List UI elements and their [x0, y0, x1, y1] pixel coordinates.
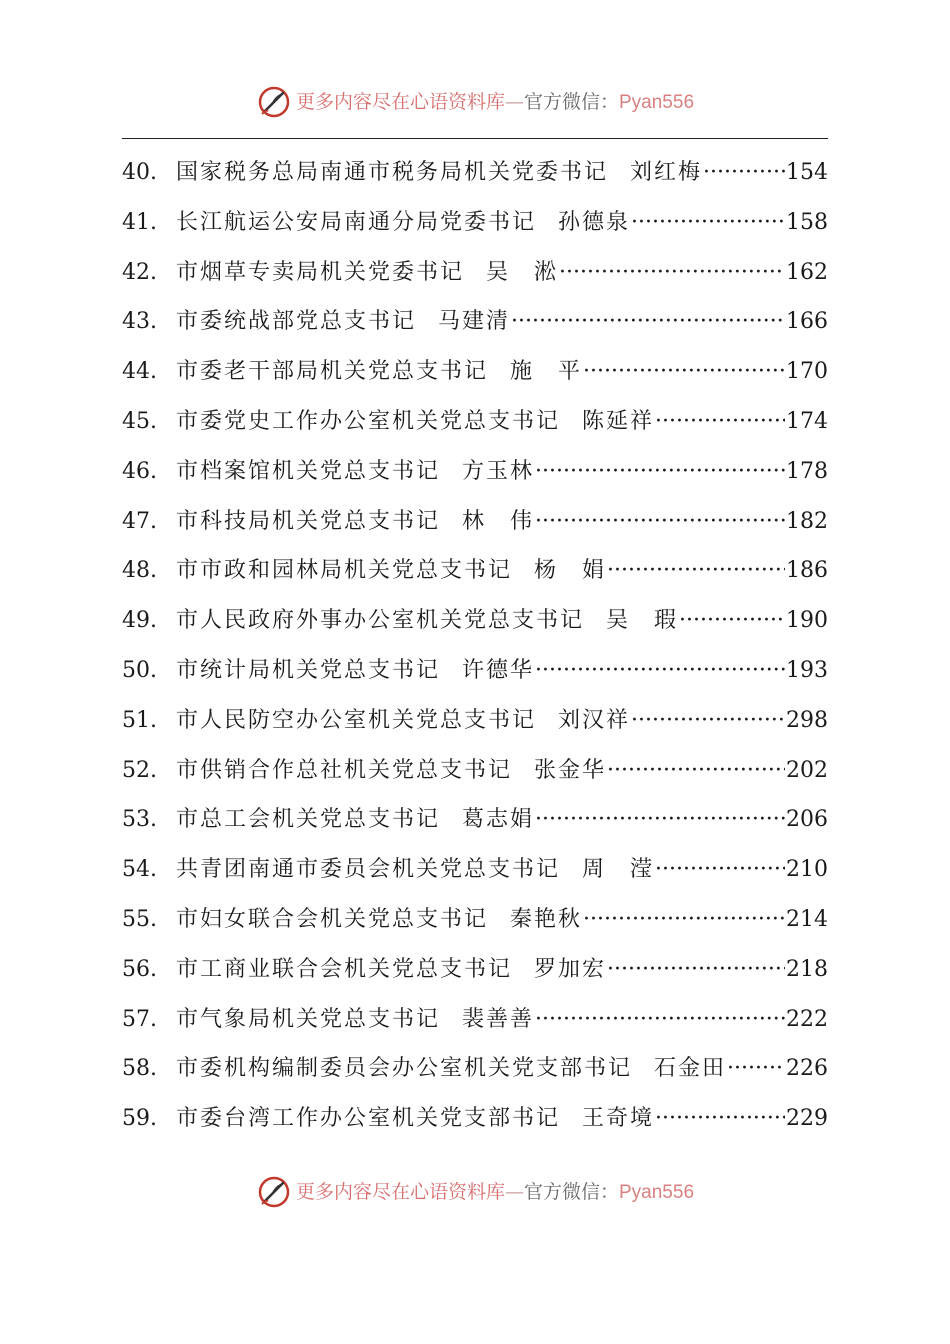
- entry-title: 国家税务总局南通市税务局机关党委书记: [176, 160, 609, 185]
- entry-page: 186: [786, 558, 828, 584]
- dot-leader: [535, 807, 785, 832]
- entry-person: 罗加宏: [534, 956, 607, 982]
- dot-leader: [727, 1056, 785, 1081]
- entry-title: 市委老干部局机关党总支书记: [176, 359, 489, 385]
- entry-person: 周 滢: [582, 857, 655, 883]
- dot-leader: [631, 210, 785, 235]
- entry-person: 吴 瑕: [606, 608, 679, 634]
- entry-person: 秦艳秋: [510, 906, 583, 932]
- toc-entry: [122, 852, 828, 902]
- entry-number: 55.: [122, 906, 157, 932]
- entry-person: 杨 娟: [534, 558, 607, 584]
- entry-page: 154: [786, 160, 828, 185]
- dot-leader: [535, 658, 785, 683]
- entry-title: 市统计局机关党总支书记: [176, 657, 441, 683]
- entry-title: 市工商业联合会机关党总支书记: [176, 956, 513, 982]
- footer-banner-text: [296, 1172, 694, 1213]
- entry-number: 59.: [122, 1106, 157, 1132]
- dot-leader: [535, 509, 785, 534]
- entry-number: 43.: [122, 309, 157, 335]
- toc-entry: [122, 354, 828, 404]
- dot-leader: [679, 608, 785, 633]
- dot-leader: [535, 1007, 785, 1032]
- toc-entry: [122, 1002, 828, 1052]
- banner-wechat-id: Pyan556: [619, 1181, 695, 1203]
- dot-leader: [703, 160, 785, 185]
- entry-number: 54.: [122, 857, 157, 883]
- toc-entry: [122, 255, 828, 305]
- entry-page: 214: [786, 906, 828, 932]
- entry-page: 206: [786, 807, 828, 833]
- dot-leader: [607, 758, 785, 783]
- entry-page: 158: [786, 209, 828, 235]
- dot-leader: [511, 309, 785, 334]
- entry-page: 298: [786, 707, 828, 733]
- entry-title: 市总工会机关党总支书记: [176, 807, 441, 833]
- banner-main-text: 更多内容尽在心语资料库: [295, 1180, 505, 1203]
- entry-person: 葛志娟: [462, 807, 535, 833]
- entry-title: 市人民防空办公室机关党总支书记: [176, 707, 537, 733]
- entry-number: 52.: [122, 757, 157, 783]
- entry-page: 162: [786, 259, 828, 285]
- entry-title: 市妇女联合会机关党总支书记: [176, 906, 489, 932]
- entry-page: 229: [786, 1106, 828, 1132]
- entry-page: 166: [786, 309, 828, 335]
- entry-title: 市委台湾工作办公室机关党支部书记: [176, 1106, 561, 1132]
- toc-entry: [122, 1051, 828, 1101]
- toc-entry: [122, 802, 828, 852]
- dot-leader: [655, 409, 785, 434]
- entry-page: 178: [786, 458, 828, 484]
- entry-page: 170: [786, 359, 828, 385]
- entry-page: 210: [786, 857, 828, 883]
- toc-entry: [122, 404, 828, 454]
- entry-number: 40.: [122, 160, 157, 185]
- entry-person: 孙德泉: [558, 209, 631, 235]
- entry-title: 市供销合作总社机关党总支书记: [176, 757, 513, 783]
- entry-number: 45.: [122, 408, 157, 434]
- entry-title: 市市政和园林局机关党总支书记: [176, 558, 513, 584]
- entry-person: 马建清: [438, 309, 511, 335]
- entry-title: 市人民政府外事办公室机关党总支书记: [176, 608, 585, 634]
- entry-number: 48.: [122, 558, 157, 584]
- entry-page: 174: [786, 408, 828, 434]
- toc-entry: [122, 454, 828, 504]
- entry-person: 裴善善: [462, 1006, 535, 1032]
- banner-dash: —: [504, 90, 524, 113]
- entry-page: 193: [786, 657, 828, 683]
- dot-leader: [583, 359, 785, 384]
- entry-number: 53.: [122, 807, 157, 833]
- entry-person: 方玉林: [462, 458, 535, 484]
- dot-leader: [583, 907, 785, 932]
- toc-entry: [122, 504, 828, 554]
- entry-person: 张金华: [534, 757, 607, 783]
- entry-number: 41.: [122, 209, 157, 235]
- toc-list: [122, 155, 828, 1151]
- entry-number: 44.: [122, 359, 157, 385]
- entry-person: 施 平: [510, 359, 583, 385]
- toc-entry: [122, 304, 828, 354]
- entry-title: 长江航运公安局南通分局党委书记: [176, 209, 537, 235]
- toc-entry: [122, 1101, 828, 1151]
- entry-title: 市委统战部党总支书记: [176, 309, 417, 335]
- toc-entry: [122, 703, 828, 753]
- entry-page: 202: [786, 757, 828, 783]
- banner-main-text: 更多内容尽在心语资料库: [295, 90, 505, 113]
- toc-entry: [122, 952, 828, 1002]
- entry-page: 190: [786, 608, 828, 634]
- entry-number: 49.: [122, 608, 157, 634]
- entry-title: 市委机构编制委员会办公室机关党支部书记: [176, 1056, 633, 1082]
- banner-sub-text: 官方微信：: [523, 90, 619, 113]
- entry-person: 许德华: [462, 657, 535, 683]
- entry-title: 市科技局机关党总支书记: [176, 508, 441, 534]
- entry-person: 石金田: [654, 1056, 727, 1082]
- entry-title: 共青团南通市委员会机关党总支书记: [176, 857, 561, 883]
- entry-page: 226: [786, 1056, 828, 1082]
- toc-entry: [122, 753, 828, 803]
- dot-leader: [655, 1106, 785, 1131]
- entry-person: 刘红梅: [630, 160, 703, 185]
- entry-person: 陈延祥: [582, 408, 655, 434]
- entry-title: 市气象局机关党总支书记: [176, 1006, 441, 1032]
- entry-number: 56.: [122, 956, 157, 982]
- toc-entry: [122, 155, 828, 205]
- banner-sub-text: 官方微信：: [523, 1180, 619, 1203]
- dot-leader: [559, 260, 785, 285]
- toc-entry: [122, 653, 828, 703]
- dot-leader: [535, 459, 785, 484]
- header-rule: [122, 138, 828, 139]
- entry-number: 47.: [122, 508, 157, 534]
- entry-title: 市档案馆机关党总支书记: [176, 458, 441, 484]
- banner-wechat-id: Pyan556: [619, 91, 695, 113]
- entry-person: 林 伟: [462, 508, 535, 534]
- entry-person: 吴 淞: [486, 259, 559, 285]
- entry-number: 46.: [122, 458, 157, 484]
- quill-logo-icon: [256, 84, 292, 120]
- dot-leader: [655, 857, 785, 882]
- banner-dash: —: [504, 1180, 524, 1203]
- entry-person: 王奇境: [582, 1106, 655, 1132]
- dot-leader: [607, 957, 785, 982]
- toc-entry: [122, 603, 828, 653]
- toc-entry: [122, 553, 828, 603]
- entry-page: 222: [786, 1006, 828, 1032]
- entry-person: 刘汉祥: [558, 707, 631, 733]
- footer-banner: [0, 1172, 950, 1212]
- entry-title: 市委党史工作办公室机关党总支书记: [176, 408, 561, 434]
- dot-leader: [631, 708, 785, 733]
- quill-logo-icon: [256, 1174, 292, 1210]
- toc-entry: [122, 205, 828, 255]
- entry-page: 218: [786, 956, 828, 982]
- entry-number: 42.: [122, 259, 157, 285]
- entry-title: 市烟草专卖局机关党委书记: [176, 259, 465, 285]
- entry-number: 50.: [122, 657, 157, 683]
- entry-number: 57.: [122, 1006, 157, 1032]
- entry-page: 182: [786, 508, 828, 534]
- header-banner: [0, 82, 950, 122]
- entry-number: 51.: [122, 707, 157, 733]
- toc-entry: [122, 902, 828, 952]
- header-banner-text: [296, 82, 694, 123]
- dot-leader: [607, 558, 785, 583]
- entry-number: 58.: [122, 1056, 157, 1082]
